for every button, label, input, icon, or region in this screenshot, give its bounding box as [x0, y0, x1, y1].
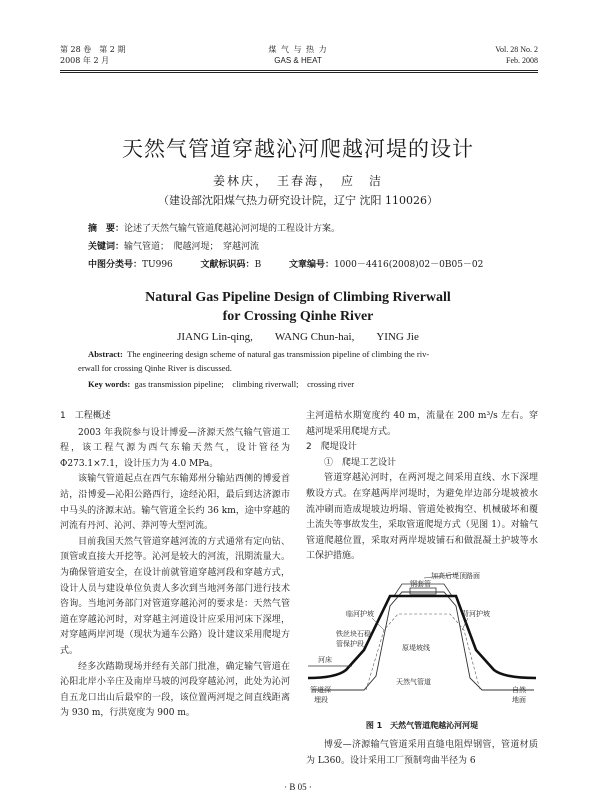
label-gas-pipe: 天然气管道: [396, 678, 431, 686]
abstract-text-cn: 论述了天然气输气管道爬越沁河河堤的工程设计方案。: [124, 224, 341, 234]
paragraph: 2003 年我院参与设计博爱—济源天然气输气管道工程，该工程气源为西气东输天然气，设计管径为 Φ273.1×7.1，设计压力为 4.0 MPa。: [60, 427, 290, 469]
subsection-heading: ① 爬堤工艺设计: [324, 457, 397, 468]
paragraph: 主河道枯水期宽度约 40 m，流量在 200 m³/s 左右。穿越河堤采用爬堤方式。: [306, 411, 538, 437]
abstract-label-en: Abstract:: [88, 349, 123, 359]
right-column-continued: [306, 738, 538, 769]
paper-title-en-line1: Natural Gas Pipeline Design of Climbing Riverwall: [145, 290, 451, 305]
keywords-en: [88, 377, 522, 391]
publication-date-en: Feb. 2008: [506, 56, 538, 65]
keywords-text-en: gas transmission pipeline; climbing riverwall; crossing river: [134, 379, 355, 389]
label-revetment-right: 背河护坡: [462, 610, 490, 618]
abstract-label-cn: 摘 要：: [88, 224, 125, 234]
abstract-text-en-1: The engineering design scheme of natural gas transmission pipeline of climbing the riv-: [127, 349, 430, 359]
left-column: [60, 409, 290, 722]
label-riverbed: 河床: [318, 656, 332, 664]
article-id-value: 1000－4416(2008)02－0B05－02: [333, 260, 484, 270]
header-rule-2: [60, 72, 538, 73]
header-rule: [60, 70, 538, 71]
keywords-label-en: Key words:: [88, 379, 131, 389]
abstract-block-cn: [88, 222, 538, 272]
clc-label: 中图分类号：: [88, 260, 143, 270]
volume-issue: 第 28 卷 第 2 期: [60, 45, 126, 54]
paragraph: 管道穿越沁河时，在两河堤之间采用直线、水下深埋敷设方式。在穿越两岸河堤时，为避免岸边部分堤坡被水流冲刷而造成堤坡边坍塌、管道处被掏空、机械破坏和覆土流失等事故发生，采取管道爬堤方式（见图 1）。对输气管道爬越位置，采取对两岸堤坡铺石和做混凝土护坡等水工保护措施。: [306, 473, 538, 562]
page-number: · B 05 ·: [284, 782, 312, 792]
authors-cn: 姜林庆， 王春海， 应 洁: [212, 174, 383, 188]
paper-title-en-line2: for Crossing Qinhe River: [222, 309, 374, 324]
volume-issue-en: Vol. 28 No. 2: [495, 45, 538, 54]
keywords-text-cn: 输气管道； 爬越河堤； 穿越河流: [124, 242, 260, 252]
label-original-line: 原堤坡线: [402, 644, 430, 652]
paragraph: 博爱—济源输气管道采用直缝电阻焊钢管，管道材质为 L360。设计采用工厂预制弯曲半径为 6: [306, 740, 538, 766]
keywords-cn: [88, 240, 538, 254]
label-deep-bury: 管道深: [310, 686, 331, 694]
article-id-label: 文章编号：: [288, 260, 334, 270]
doc-code-value: B: [254, 260, 262, 270]
label-pipe-fix: 管保护段: [336, 640, 364, 648]
journal-name-cn: 煤 气 与 热 力: [268, 45, 328, 54]
clc-value: TU996: [142, 260, 173, 270]
abstract-block-en: [78, 347, 522, 391]
publication-date-cn: 2008 年 2 月: [60, 56, 110, 65]
label-natural-ground: 自然: [512, 686, 526, 694]
label-revetment-left: 临河护坡: [346, 610, 374, 618]
label-deep-bury-2: 埋段: [314, 696, 328, 704]
classification-line: [88, 258, 538, 272]
affiliation-cn: （建设部沈阳煤气热力研究设计院，辽宁 沈阳 110026）: [158, 194, 438, 207]
paragraph: 该输气管道起点在西气东输郑州分输站西侧的博爱首站，沿博爱—沁阳公路西行，途经沁阳，最后到达济源市中马头的济源末站。输气管道全长约 36 km，途中穿越的河流有丹河、沁河、莽河等大型河流。: [60, 474, 290, 532]
journal-name-en: GAS & HEAT: [274, 56, 322, 65]
casing-pipe: [410, 588, 436, 594]
section-1-heading: 1 工程概述: [60, 411, 111, 421]
authors-en: JIANG Lin-qing, WANG Chun-hai, YING Jie: [177, 331, 419, 343]
right-column: [306, 409, 538, 565]
paper-title-cn: 天然气管道穿越沁河爬越河堤的设计: [122, 137, 474, 161]
label-wire-stone: 铁丝块石稳: [336, 630, 371, 638]
keywords-label-cn: 关键词：: [88, 242, 125, 252]
doc-code-label: 文献标识码：: [200, 260, 255, 270]
abstract-text-en-2: erwall for crossing Qinhe River is discussed.: [78, 363, 232, 373]
figure-1-caption: 图 1 天然气管道爬越沁河河堤: [365, 721, 479, 730]
section-2-heading: 2 爬堤设计: [306, 442, 357, 453]
paragraph: 经多次踏勘现场并经有关部门批准，确定输气管道在沁阳北岸小辛庄及南岸马坡的河段穿越沁河，此处为沁河自五龙口出山后最窄的一段，该位置两河堤之间直线距离为 930 m，行洪宽度为 900 m。: [60, 661, 290, 719]
abstract-cn: [88, 222, 538, 236]
label-casing: 钢套管: [410, 580, 431, 588]
journal-volume-en: [495, 44, 538, 66]
paragraph: 目前我国天然气管道穿越河流的方式通常有定向钻、顶管或直接大开挖等。沁河是较大的河流，汛期流量大。为确保管道安全，在设计前就管道穿越河段和穿越方式，设计人员与建设单位负责人多次到当地河务部门进行技术咨询。当地河务部门对管道穿越沁河的要求是：天然气管道在穿越沁河时，对穿越主河道设计应采用河床下深埋，对穿越两岸河堤（现状为通车公路）设计建议采用爬堤方式。: [60, 536, 290, 656]
label-natural-ground-2: 地面: [512, 696, 526, 704]
figure-1-diagram: [306, 566, 538, 716]
label-road: 加高后堤顶路面: [431, 572, 480, 580]
abstract-en-line1: [88, 347, 522, 361]
